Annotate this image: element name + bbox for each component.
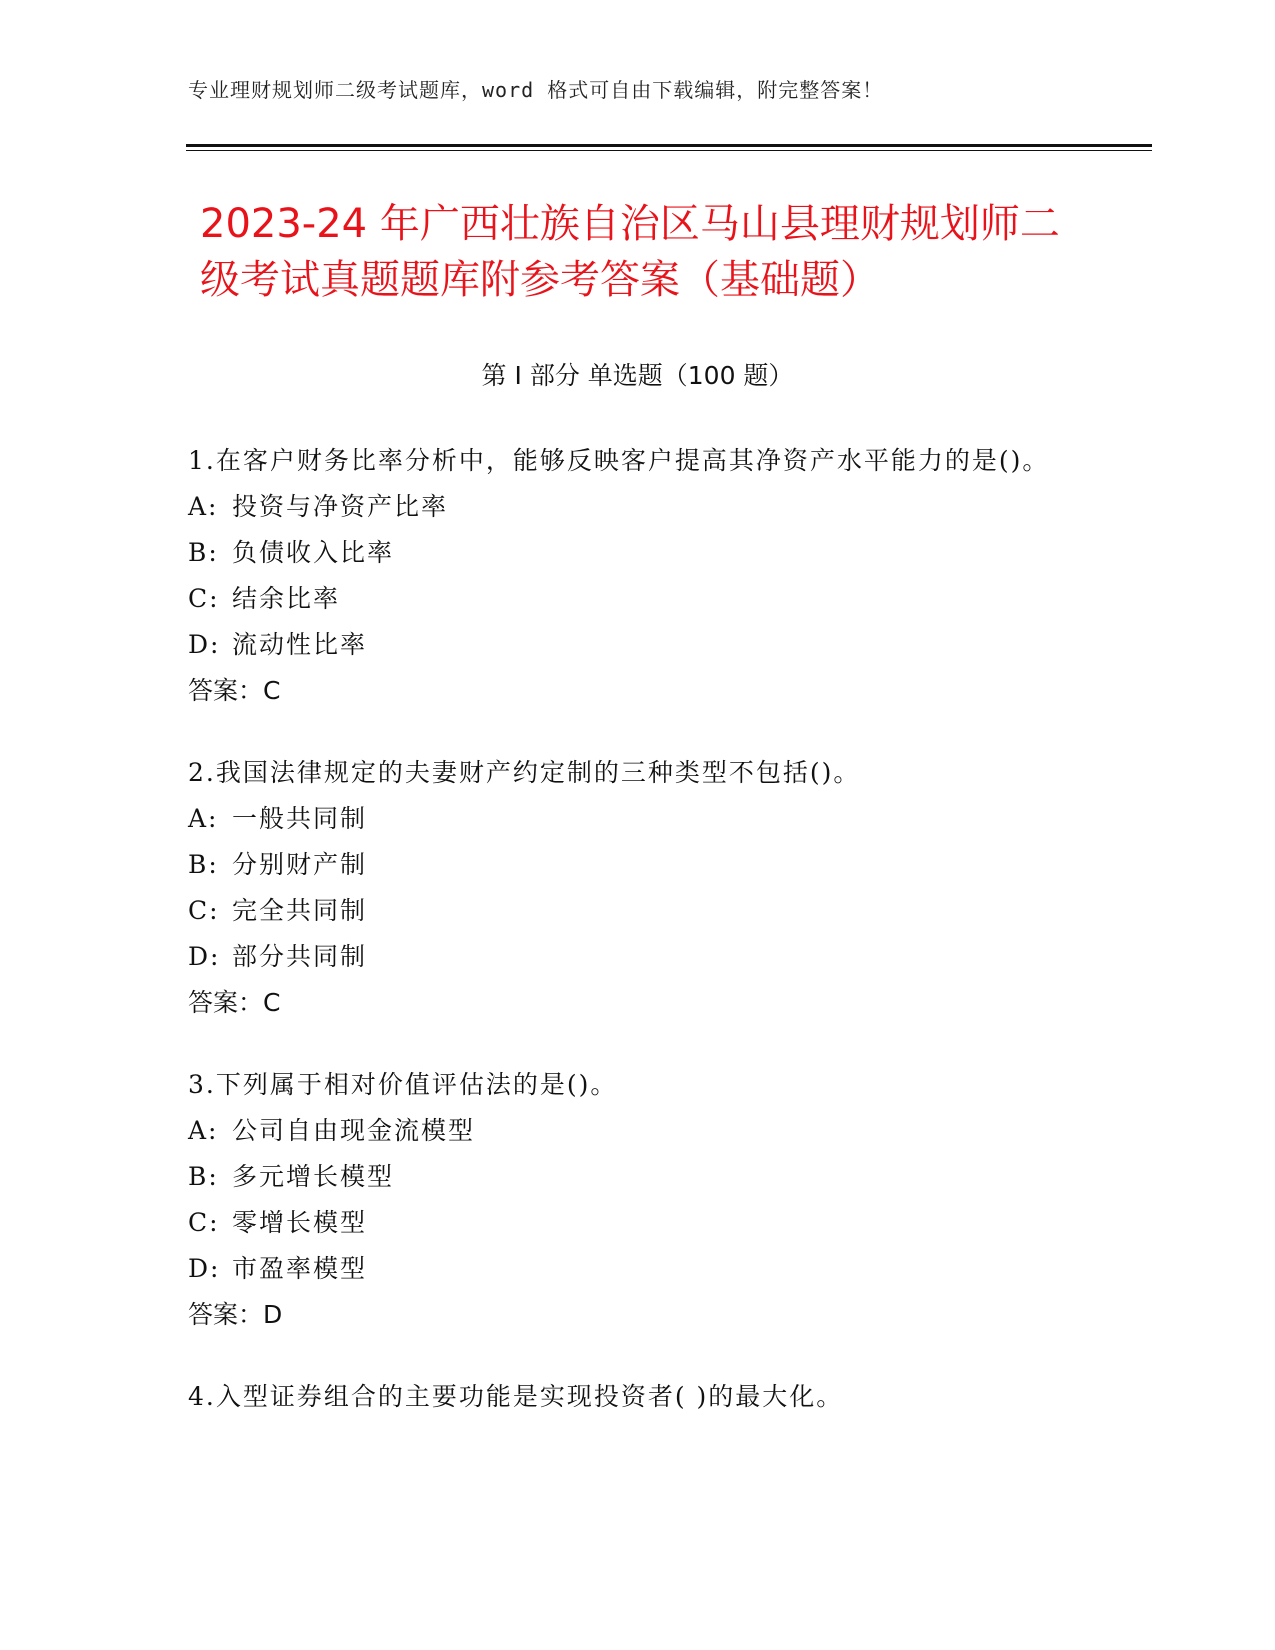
document-title: 2023-24 年广西壮族自治区马山县理财规划师二级考试真题题库附参考答案（基础题）	[200, 201, 1060, 303]
option-text: 市盈率模型	[232, 1254, 368, 1283]
header-rule-thick	[186, 144, 1152, 147]
option-d	[188, 934, 1088, 980]
option-a	[188, 1108, 1088, 1154]
option-c	[188, 888, 1088, 934]
question-4	[188, 1374, 1088, 1420]
question-stem: 4.入型证券组合的主要功能是实现投资者( )的最大化。	[188, 1382, 844, 1411]
question-1	[188, 438, 1088, 714]
option-text: 结余比率	[232, 584, 341, 613]
option-text: 分别财产制	[232, 850, 368, 879]
answer-line	[188, 668, 1088, 714]
option-b	[188, 530, 1088, 576]
answer-label: 答案：	[188, 676, 264, 705]
question-2	[188, 750, 1088, 1026]
option-letter: A:	[188, 1116, 219, 1145]
option-a	[188, 796, 1088, 842]
option-letter: A:	[188, 492, 219, 521]
option-letter: C:	[188, 584, 220, 613]
header-rule-thin	[186, 150, 1152, 151]
answer-line	[188, 980, 1088, 1026]
option-text: 零增长模型	[232, 1208, 368, 1237]
option-letter: B:	[188, 1162, 219, 1191]
answer-value: C	[263, 988, 281, 1017]
option-d	[188, 1246, 1088, 1292]
option-text: 投资与净资产比率	[232, 492, 449, 521]
option-letter: C:	[188, 896, 220, 925]
answer-label: 答案：	[188, 1300, 264, 1329]
header-note: 专业理财规划师二级考试题库，word 格式可自由下载编辑，附完整答案！	[188, 78, 884, 102]
option-text: 多元增长模型	[232, 1162, 395, 1191]
option-letter: D:	[188, 942, 221, 971]
question-list	[188, 438, 1088, 1456]
option-letter: D:	[188, 630, 221, 659]
section-title: 第 I 部分 单选题（100 题）	[481, 361, 794, 390]
option-b	[188, 1154, 1088, 1200]
option-text: 部分共同制	[232, 942, 368, 971]
option-letter: B:	[188, 538, 219, 567]
answer-value: C	[263, 676, 281, 705]
option-letter: C:	[188, 1208, 220, 1237]
option-letter: D:	[188, 1254, 221, 1283]
question-stem: 1.在客户财务比率分析中，能够反映客户提高其净资产水平能力的是()。	[188, 446, 1050, 475]
option-text: 完全共同制	[232, 896, 368, 925]
question-stem: 3.下列属于相对价值评估法的是()。	[188, 1070, 618, 1099]
option-text: 流动性比率	[232, 630, 368, 659]
option-text: 负债收入比率	[232, 538, 395, 567]
option-a	[188, 484, 1088, 530]
option-text: 一般共同制	[232, 804, 368, 833]
option-letter: B:	[188, 850, 219, 879]
question-3	[188, 1062, 1088, 1338]
option-c	[188, 576, 1088, 622]
option-letter: A:	[188, 804, 219, 833]
answer-value: D	[263, 1300, 283, 1329]
option-d	[188, 622, 1088, 668]
option-text: 公司自由现金流模型	[232, 1116, 476, 1145]
question-stem: 2.我国法律规定的夫妻财产约定制的三种类型不包括()。	[188, 758, 861, 787]
answer-line	[188, 1292, 1088, 1338]
option-c	[188, 1200, 1088, 1246]
option-b	[188, 842, 1088, 888]
answer-label: 答案：	[188, 988, 264, 1017]
